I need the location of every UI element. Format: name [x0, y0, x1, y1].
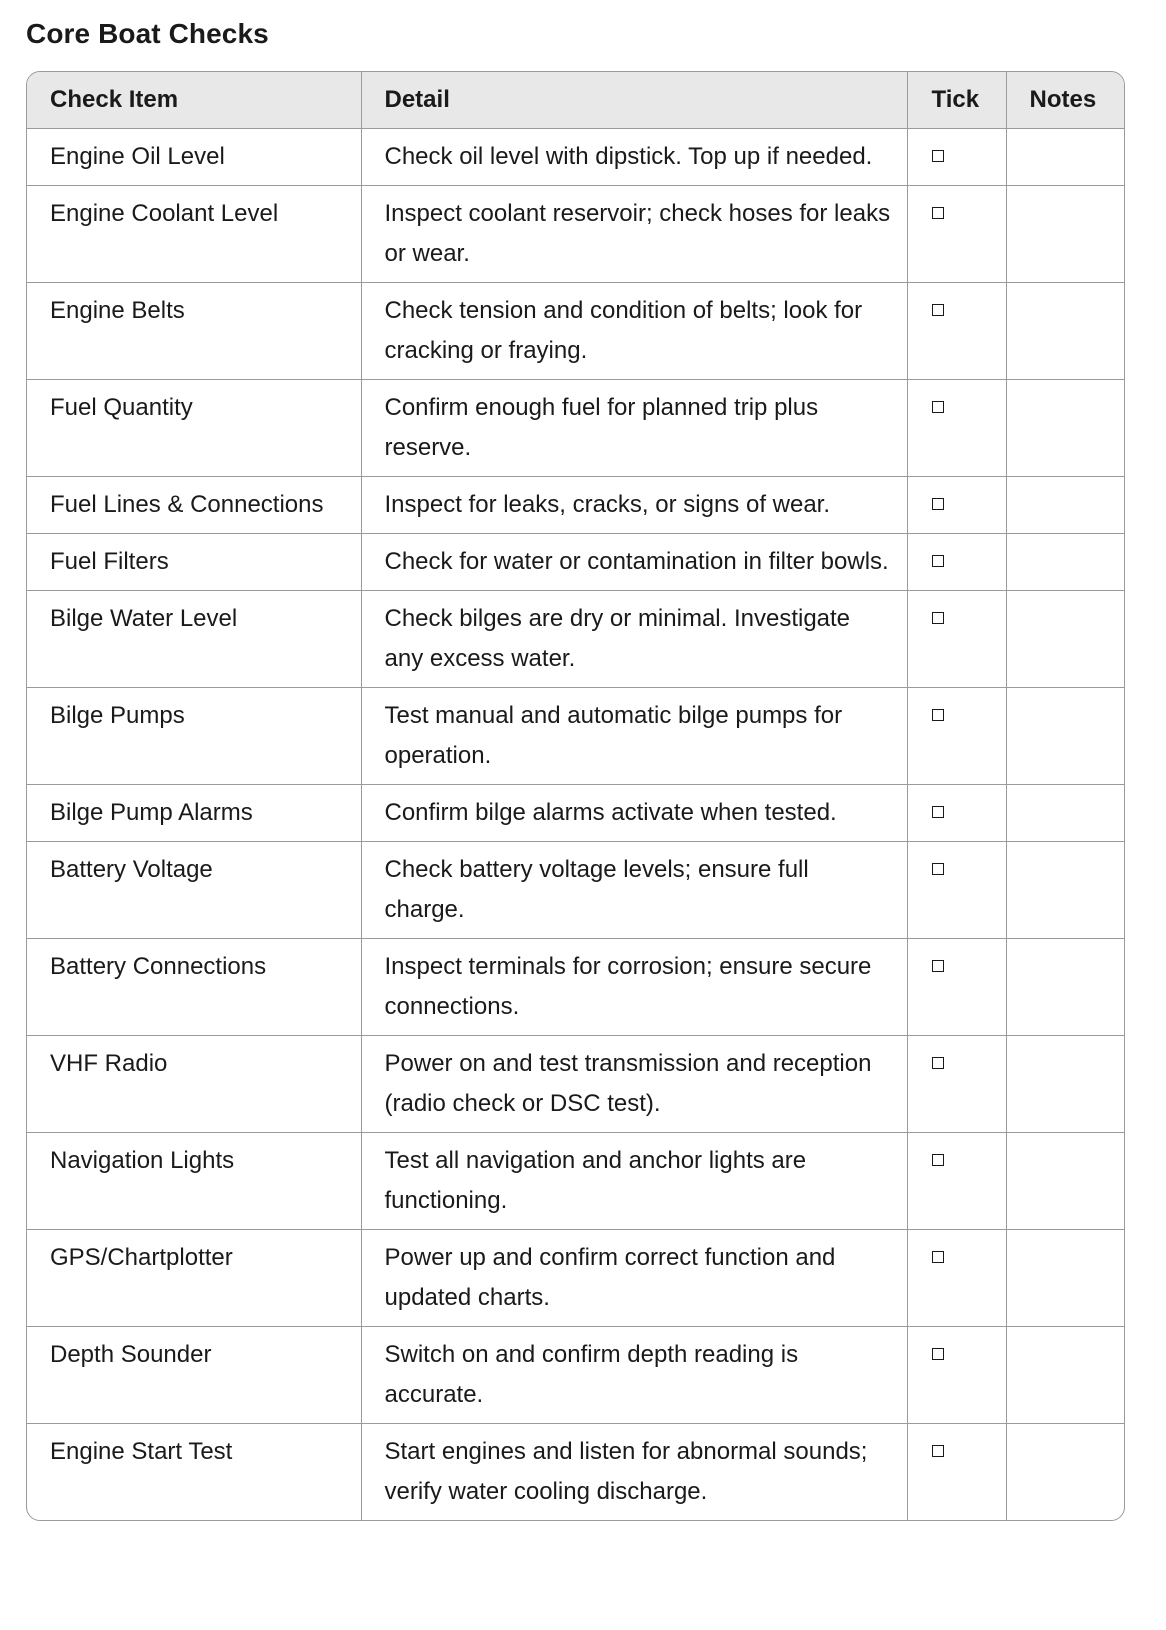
table-row	[27, 1132, 1124, 1229]
tick-checkbox[interactable]	[932, 401, 944, 413]
table-row	[27, 185, 1124, 282]
checklist-table	[27, 72, 1124, 1520]
tick-cell	[907, 1229, 1006, 1326]
tick-checkbox[interactable]	[932, 612, 944, 624]
table-header	[27, 72, 1124, 128]
tick-cell	[907, 1035, 1006, 1132]
tick-checkbox[interactable]	[932, 1348, 944, 1360]
check-item-cell: Fuel Lines & Connections	[27, 476, 361, 533]
tick-cell	[907, 476, 1006, 533]
tick-cell	[907, 185, 1006, 282]
check-item-cell: VHF Radio	[27, 1035, 361, 1132]
check-item-cell: Fuel Filters	[27, 533, 361, 590]
notes-cell[interactable]	[1006, 590, 1124, 687]
check-item-cell: Battery Connections	[27, 938, 361, 1035]
notes-cell[interactable]	[1006, 1326, 1124, 1423]
detail-cell: Switch on and confirm depth reading is accurate.	[361, 1326, 907, 1423]
check-item-cell: Bilge Water Level	[27, 590, 361, 687]
header-tick: Tick	[907, 72, 1006, 128]
notes-cell[interactable]	[1006, 1423, 1124, 1520]
detail-cell: Confirm bilge alarms activate when tested.	[361, 784, 907, 841]
check-item-cell: Depth Sounder	[27, 1326, 361, 1423]
table-row	[27, 841, 1124, 938]
tick-checkbox[interactable]	[932, 709, 944, 721]
detail-cell: Power on and test transmission and reception (radio check or DSC test).	[361, 1035, 907, 1132]
check-item-cell: GPS/Chartplotter	[27, 1229, 361, 1326]
table-row	[27, 282, 1124, 379]
tick-checkbox[interactable]	[932, 1251, 944, 1263]
notes-cell[interactable]	[1006, 1229, 1124, 1326]
check-item-cell: Bilge Pumps	[27, 687, 361, 784]
tick-cell	[907, 1423, 1006, 1520]
table-row	[27, 1423, 1124, 1520]
check-item-cell: Engine Belts	[27, 282, 361, 379]
tick-checkbox[interactable]	[932, 304, 944, 316]
table-row	[27, 590, 1124, 687]
tick-cell	[907, 784, 1006, 841]
detail-cell: Start engines and listen for abnormal sounds; verify water cooling discharge.	[361, 1423, 907, 1520]
table-row	[27, 379, 1124, 476]
page-title: Core Boat Checks	[26, 18, 269, 49]
tick-checkbox[interactable]	[932, 1154, 944, 1166]
detail-cell: Check bilges are dry or minimal. Investigate any excess water.	[361, 590, 907, 687]
tick-cell	[907, 1132, 1006, 1229]
detail-cell: Power up and confirm correct function and updated charts.	[361, 1229, 907, 1326]
tick-cell	[907, 687, 1006, 784]
notes-cell[interactable]	[1006, 476, 1124, 533]
tick-cell	[907, 379, 1006, 476]
tick-cell	[907, 590, 1006, 687]
notes-cell[interactable]	[1006, 379, 1124, 476]
tick-checkbox[interactable]	[932, 863, 944, 875]
tick-checkbox[interactable]	[932, 806, 944, 818]
tick-checkbox[interactable]	[932, 498, 944, 510]
notes-cell[interactable]	[1006, 841, 1124, 938]
tick-checkbox[interactable]	[932, 1057, 944, 1069]
notes-cell[interactable]	[1006, 1035, 1124, 1132]
notes-cell[interactable]	[1006, 938, 1124, 1035]
table-row	[27, 784, 1124, 841]
detail-cell: Check battery voltage levels; ensure full charge.	[361, 841, 907, 938]
detail-cell: Inspect coolant reservoir; check hoses for leaks or wear.	[361, 185, 907, 282]
table-row	[27, 938, 1124, 1035]
tick-checkbox[interactable]	[932, 207, 944, 219]
notes-cell[interactable]	[1006, 784, 1124, 841]
tick-checkbox[interactable]	[932, 1445, 944, 1457]
table-row	[27, 476, 1124, 533]
tick-cell	[907, 533, 1006, 590]
check-item-cell: Engine Start Test	[27, 1423, 361, 1520]
detail-cell: Test manual and automatic bilge pumps for operation.	[361, 687, 907, 784]
header-notes: Notes	[1006, 72, 1124, 128]
detail-cell: Check oil level with dipstick. Top up if needed.	[361, 128, 907, 185]
table-row	[27, 687, 1124, 784]
notes-cell[interactable]	[1006, 128, 1124, 185]
header-detail: Detail	[361, 72, 907, 128]
table-row	[27, 1326, 1124, 1423]
detail-cell: Confirm enough fuel for planned trip plus reserve.	[361, 379, 907, 476]
check-item-cell: Engine Coolant Level	[27, 185, 361, 282]
header-row	[27, 72, 1124, 128]
table-row	[27, 128, 1124, 185]
notes-cell[interactable]	[1006, 282, 1124, 379]
tick-cell	[907, 1326, 1006, 1423]
detail-cell: Inspect for leaks, cracks, or signs of wear.	[361, 476, 907, 533]
check-item-cell: Battery Voltage	[27, 841, 361, 938]
tick-cell	[907, 128, 1006, 185]
detail-cell: Check for water or contamination in filter bowls.	[361, 533, 907, 590]
tick-cell	[907, 938, 1006, 1035]
table-body	[27, 128, 1124, 1520]
detail-cell: Check tension and condition of belts; look for cracking or fraying.	[361, 282, 907, 379]
tick-checkbox[interactable]	[932, 150, 944, 162]
checklist-table-container	[26, 71, 1125, 1521]
tick-checkbox[interactable]	[932, 960, 944, 972]
notes-cell[interactable]	[1006, 185, 1124, 282]
check-item-cell: Fuel Quantity	[27, 379, 361, 476]
check-item-cell: Engine Oil Level	[27, 128, 361, 185]
detail-cell: Inspect terminals for corrosion; ensure secure connections.	[361, 938, 907, 1035]
tick-cell	[907, 282, 1006, 379]
header-check-item: Check Item	[27, 72, 361, 128]
table-row	[27, 1229, 1124, 1326]
table-row	[27, 1035, 1124, 1132]
notes-cell[interactable]	[1006, 687, 1124, 784]
notes-cell[interactable]	[1006, 533, 1124, 590]
check-item-cell: Bilge Pump Alarms	[27, 784, 361, 841]
tick-checkbox[interactable]	[932, 555, 944, 567]
tick-cell	[907, 841, 1006, 938]
table-row	[27, 533, 1124, 590]
check-item-cell: Navigation Lights	[27, 1132, 361, 1229]
detail-cell: Test all navigation and anchor lights are functioning.	[361, 1132, 907, 1229]
notes-cell[interactable]	[1006, 1132, 1124, 1229]
